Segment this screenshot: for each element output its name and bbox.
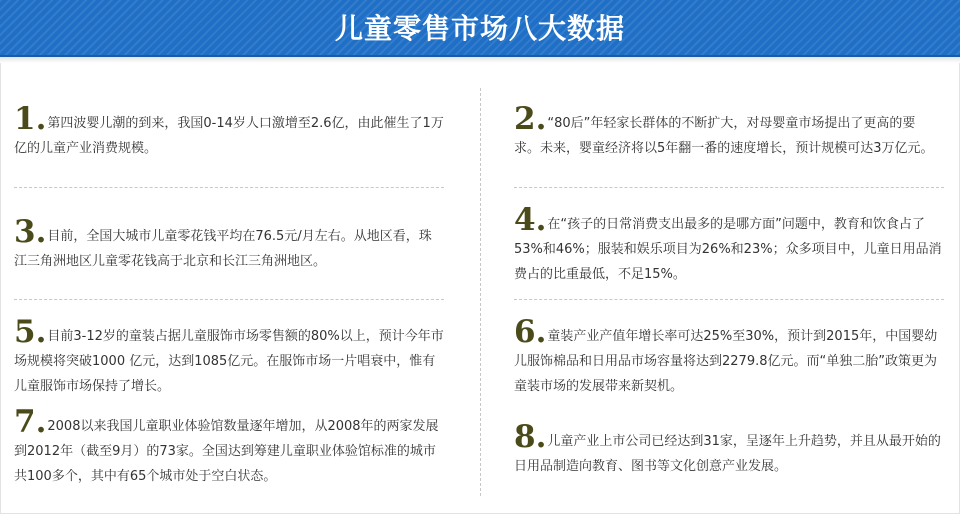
- row-divider: [14, 299, 444, 300]
- column-divider: [480, 88, 481, 496]
- fact-number: 4.: [514, 202, 547, 238]
- fact-number: 2.: [514, 101, 547, 137]
- fact-text: 在“孩子的日常消费支出最多的是哪方面”问题中，教育和饮食占了53%和46%；服装和娱乐项目为26%和23%；众多项目中，儿童日用品消费占的比重最低，不足15%。: [514, 217, 942, 282]
- fact-item-7: [14, 404, 444, 489]
- fact-text: 目前3-12岁的童装占据儿童服饰市场零售额的80%以上，预计今年市场规模将突破1000 亿元，达到1085亿元。在服饰市场一片唱衰中，惟有儿童服饰市场保持了增长。: [14, 329, 444, 394]
- fact-item-4: [514, 202, 944, 287]
- fact-text: 儿童产业上市公司已经达到31家，呈逐年上升趋势，并且从最开始的日用品制造向教育、图书等文化创意产业发展。: [514, 434, 941, 474]
- fact-number: 6.: [514, 314, 547, 350]
- fact-number: 8.: [514, 419, 547, 455]
- fact-text: 2008以来我国儿童职业体验馆数量逐年增加，从2008年的两家发展到2012年（截至9月）的73家。全国达到筹建儿童职业体验馆标准的城市共100多个，其中有65个城市处于空白状态。: [14, 419, 439, 484]
- fact-item-3: [14, 214, 444, 274]
- fact-number: 3.: [14, 214, 47, 250]
- row-divider: [514, 187, 944, 188]
- fact-item-2: [514, 101, 934, 161]
- fact-text: 童装产业产值年增长率可达25%至30%，预计到2015年，中国婴幼儿服饰棉品和日用品市场容量将达到2279.8亿元。而“单独二胎”政策更为童装市场的发展带来新契机。: [514, 329, 938, 394]
- fact-item-1: [14, 101, 444, 161]
- fact-text: 第四波婴儿潮的到来，我国0-14岁人口激增至2.6亿，由此催生了1万亿的儿童产业消费规模。: [14, 116, 444, 156]
- fact-item-8: [514, 419, 944, 479]
- fact-number: 1.: [14, 101, 47, 137]
- row-divider: [14, 187, 444, 188]
- fact-text: “80后”年轻家长群体的不断扩大，对母婴童市场提出了更高的要求。未来，婴童经济将以5年翻一番的速度增长，预计规模可达3万亿元。: [514, 116, 934, 156]
- fact-number: 5.: [14, 314, 47, 350]
- fact-item-5: [14, 314, 444, 399]
- page-title: 儿童零售市场八大数据: [334, 12, 625, 45]
- fact-text: 目前，全国大城市儿童零花钱平均在76.5元/月左右。从地区看，珠江三角洲地区儿童零花钱高于北京和长江三角洲地区。: [14, 229, 432, 269]
- row-divider: [514, 299, 944, 300]
- fact-item-6: [514, 314, 944, 399]
- fact-number: 7.: [14, 404, 47, 440]
